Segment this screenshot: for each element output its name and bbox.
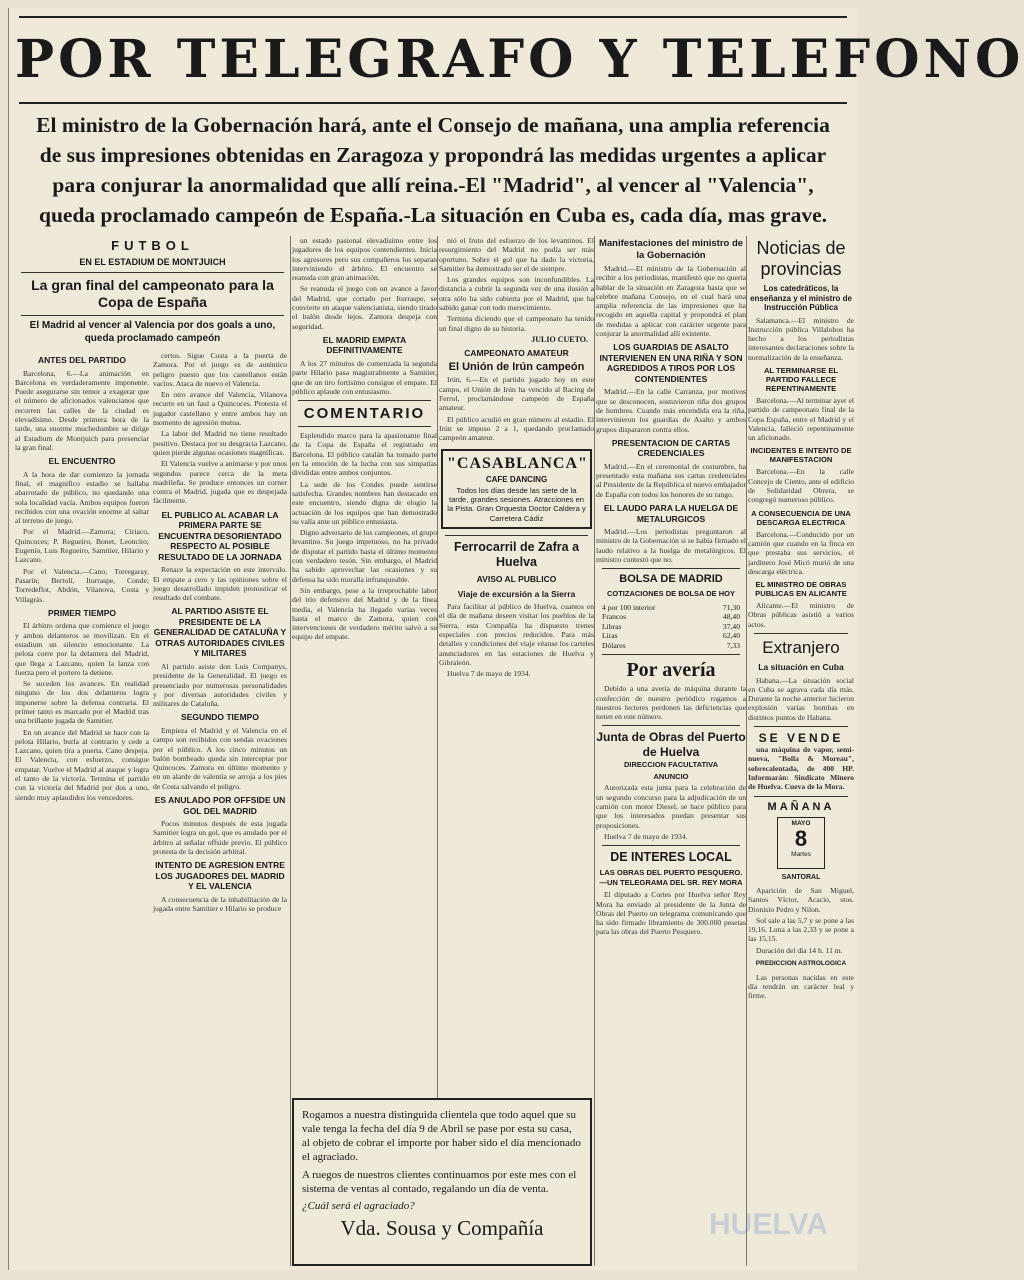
- article-text: El árbitro ordena que comience el juego y ambos delanteros se movilizan. En el estadium un silencio emocionante. La pelota corre por la delantera del Madrid, que llega a Lazcano, quien la lanza con fuerza pero el portero la detiene.: [15, 621, 149, 677]
- article-text: Se reanuda el juego con un avance a favor del Madrid, que cortado por Iturraspe, se convierte en ataque valencianista, siendo tirado el balón desde lejos. Zamora despeja con seguridad.: [292, 284, 437, 331]
- subheading: SEGUNDO TIEMPO: [181, 712, 259, 723]
- column-comentario-ads: [439, 236, 594, 1071]
- heading-extranjero: Extranjero: [762, 638, 840, 658]
- article-text: Duración del día 14 h. 11 m.: [756, 945, 843, 955]
- ad-casablanca-sub: CAFE DANCING: [485, 474, 548, 484]
- subheading: CAMPEONATO AMATEUR: [464, 347, 569, 358]
- article-text: Esplendido marco para la apasionante final de la Copa de España el registrado en Barcelona. El público catalán ha tomado parte en la emoción de la lucha con sus simpatías divididas entre ambos conjuntos.: [292, 431, 437, 478]
- article-text: Pocos minutos después de esta jugada Samitier logra un gol, que es anulado por el árbitro al señalar offside previo. El público protesta de la decisión arbitral.: [153, 819, 287, 856]
- divider: [754, 726, 848, 727]
- subheading: PREDICCION ASTROLOGICA: [755, 960, 847, 968]
- calendar-month: MAYO: [791, 819, 811, 827]
- ad-sousa-question: ¿Cuál será el agraciado?: [302, 1200, 415, 1212]
- article-text: En otro avance del Valencia, Vilanova recurre en un faul a Quincoces. Protesta el jugador castellano y entre ambos hay un momento de agresión mutua.: [153, 390, 287, 428]
- article-text: Madrid.—El ministro de la Gobernación al recibir a los periodistas, manifestó que no quería hablar de la situación en Zaragoza hasta que se celebre mañana Consejo, en el cual hará una amplia referencia de las impresiones que ha recogido en aquella capital y propondrá el plan de medidas a aplicar con carácter urgente para conjurar la anormalidad allí existente.: [596, 264, 746, 339]
- heading-manana: MAÑANA: [767, 800, 835, 813]
- subheading: SANTORAL: [781, 873, 821, 881]
- article-text: Barcelona.—En la calle Concejo de Ciento, ante el edificio de Solidaridad Obrera, se congregó numeroso público.: [748, 467, 854, 505]
- stock-name: Libras: [602, 621, 622, 631]
- subheading: Los catedráticos, la enseñanza y el ministro de Instrucción Pública: [750, 284, 852, 312]
- stock-row: [602, 631, 740, 641]
- masthead: POR TELEGRAFO Y TELEFONO: [15, 29, 1024, 90]
- article-text: Las personas nacidas en este día tendrán un carácter leal y firme.: [748, 972, 854, 1001]
- teams-valencia: Por el Valencia.—Cano; Torregaray, Pasarín; Bertolí, Iturraspe, Conde; Torredeflot, Abdón, Vilanova, Costa y Villagrás.: [15, 566, 149, 604]
- football-subcol-1: [15, 351, 149, 915]
- subheading: EL LAUDO PARA LA HUELGA DE METALURGICOS: [603, 503, 739, 524]
- article-text: Aparición de San Miguel, Santos Víctor, Acacio, stos. Dionisio Pedro y Nilon.: [748, 886, 854, 914]
- masthead-bottom-rule: [19, 102, 847, 104]
- football-title: La gran final del campeonato para la Copa de España: [31, 277, 274, 310]
- divider: [21, 272, 284, 273]
- teams-madrid: Por el Madrid.—Zamora; Ciriaco, Quincoces; P. Regueiro, Bonet, Leoncito; Eugenio, Luis Regueiro, Samitier, Hilario y Lazcano.: [15, 527, 149, 565]
- article-text: A la hora de dar comienzo la jornada final, el magnífico estadio se hallaba abarrotado de público, no quedando una sola localidad vacía. Ambos equipos fueron recibidos con una ovación enorme al saltar al terreno de juego.: [15, 469, 149, 526]
- archive-watermark: HUELVA: [709, 1208, 828, 1241]
- section-football: FUTBOL: [111, 238, 194, 253]
- ad-ferrocarril-date: Huelva 7 de mayo de 1934.: [447, 669, 531, 679]
- newspaper-page: [8, 8, 1024, 1270]
- subheading: LAS OBRAS DEL PUERTO PESQUERO.—UN TELEGRAMA DEL SR. REY MORA: [599, 868, 743, 887]
- subheading: INTENTO DE AGRESION ENTRE LOS JUGADORES DEL MADRID Y EL VALENCIA: [155, 860, 285, 892]
- calendar-day: 8: [794, 825, 808, 851]
- subheading: LOS GUARDIAS DE ASALTO INTERVIENEN EN UNA RIÑA Y SON AGREDIDOS A TIROS POR LOS CONTENDIENTES: [599, 342, 743, 384]
- heading-cotizaciones: COTIZACIONES DE BOLSA DE HOY: [606, 589, 736, 599]
- article-text: Barcelona.—Al terminar ayer el partido de campeonato final de la Copa España, entre el Madrid y el Valencia, falleció repentinamente un aficionado.: [748, 395, 854, 443]
- masthead-top-rule: [19, 16, 847, 18]
- ad-ferrocarril-text: Para facilitar al público de Huelva, cuantos en el día de mañana deseen visitar los pueblos de la Sierra, esta Compañía ha dispuesto trenes especiales con precios reducidos. Para más detalles y condiciones del viaje véanse los carteles anunciadores en las estaciones de Huelva y Gibraleón.: [439, 602, 594, 667]
- column-rule: [746, 236, 747, 1266]
- article-text: A consecuencia de la inhabilitación de la jugada entre Samitier e Hilario se produce: [153, 894, 287, 913]
- divider: [445, 535, 588, 536]
- article-text: Digno adversario de los campeones, el grupo levantino. Su juego impetuoso, no ha privado de disputar el partido hasta el último momento con verdadero tesón. Sin embargo, el Madrid ha sabido aprovechar las ocasiones y su defensa ha sido muralla infranqueable.: [292, 528, 437, 584]
- subheading: ES ANULADO POR OFFSIDE UN GOL DEL MADRID: [154, 795, 286, 816]
- ad-casablanca-title: "CASABLANCA": [447, 454, 588, 472]
- heading-irun: El Unión de Irún campeón: [448, 361, 585, 374]
- article-text: Madrid.—Los periodistas preguntaron al ministro de la Gobernación si se había firmado el laudo relativo a la huelga de metalúrgicos. El ministro contestó que no.: [596, 527, 746, 564]
- column-rule: [290, 236, 291, 1266]
- ad-sousa-brand: Vda. Sousa y Compañía: [340, 1216, 544, 1240]
- stock-name: 4 por 100 interior: [602, 602, 656, 612]
- subheading: PRESENTACION DE CARTAS CREDENCIALES: [611, 437, 731, 459]
- column-football-continued: [292, 236, 437, 1071]
- heading-antes: ANTES DEL PARTIDO: [38, 355, 126, 365]
- football-venue: EN EL ESTADIUM DE MONTJUICH: [79, 257, 226, 267]
- heading-ministro: Manifestaciones del ministro de la Gobernación: [598, 238, 744, 261]
- heading-noticias-provincias: Noticias de provincias: [756, 238, 846, 279]
- heading-interes-local: DE INTERES LOCAL: [610, 850, 732, 865]
- heading-junta-obras: Junta de Obras del Puerto de Huelva: [596, 730, 746, 759]
- main-headline: El ministro de la Gobernación hará, ante el Consejo de mañana, una amplia referencia de sus impresiones obtenidas en Zaragoza y propondrá las medidas urgentes a aplicar para conjurar la anormalidad que allí reina.-El "Madrid", al vencer al "Valencia", queda proclamado campeón de España.-La situación en Cuba es, cada día, mas grave.: [36, 113, 830, 227]
- article-text: una máquina de vapor, semi-nueva, "Bolla & Moreau", sobrecalentada, de 400 HP. Informarán: Sindicato Minero de Huelva. Cueva de la Mora.: [748, 745, 854, 792]
- article-text: un estado pasional elevadísimo entre los jugadores de los equipos contendientes. Inicia los agresores pero sus compañeros los separan interviniendo el árbitro. El encuentro se reanuda con gran animación.: [292, 236, 437, 283]
- ad-sousa-text: Rogamos a nuestra distinguida clientela que todo aquel que su vale tenga la fecha del día 9 de Abril se pase por esta su casa, al objeto de cobrar el importe por haber sido el día mencionado el agraciado.: [302, 1109, 581, 1163]
- stock-value: 71,30: [722, 602, 740, 612]
- column-provinces: [748, 236, 854, 1266]
- divider: [602, 568, 740, 569]
- article-text: nió el fruto del esfuerzo de los levantinos. El resurgimiento del Madrid no podía ser más oportuno. Sobre el gol que ha dado la victoria, Samitier ha demostrado ser el de siempre.: [439, 236, 594, 273]
- calendar-weekday: Martes: [791, 850, 811, 858]
- article-text: Termina diciendo que el campeonato ha tenido un final digno de su historia.: [439, 314, 594, 333]
- subheading: La situación en Cuba: [758, 662, 844, 673]
- stock-value: 48,40: [722, 612, 740, 622]
- stock-name: Liras: [602, 631, 618, 641]
- article-text: Habana.—La situación social en Cuba se agrava cada día más. Durante la noche anterior hicieron explosión varias bombas en distintos puntos de Habana.: [748, 675, 854, 722]
- football-columns: [15, 351, 290, 915]
- article-text: Sin embargo, pese a la irreprochable labor del trío defensivo del Madrid y de la línea media, el Valencia ha llegado varias veces hasta el marco de Zamora, quien con intervenciones de verdadero mérito salvó a su equipo del empate.: [292, 585, 437, 642]
- divider: [21, 315, 284, 316]
- stock-row: [602, 612, 740, 622]
- subheading: AL TERMINARSE EL PARTIDO FALLECE REPENTINAMENTE: [763, 365, 839, 393]
- article-text: El público acudió en gran número al estadio. El Irún se impuso 2 a 1, quedando proclamado campeón amateur.: [439, 414, 594, 443]
- heading-primer-tiempo: PRIMER TIEMPO: [47, 607, 116, 618]
- article-text: Madrid.—En la calle Carranza, por motivos que se desconocen, sostuvieron riña dos grupos de hombres. Cuando más encendida era la riña, intervinieron los guardias de Asalto y ambos grupos dispararon contra ellos.: [596, 387, 746, 434]
- heading-bolsa: BOLSA DE MADRID: [619, 573, 723, 586]
- article-text: La labor del Madrid no tiene resultado positivo. Destaca por su desgracia Lazcano, quien pierde algunas ocasiones magníficas.: [153, 429, 287, 457]
- subheading: EL MINISTRO DE OBRAS PUBLICAS EN ALICANTE: [755, 580, 847, 599]
- subheading: INCIDENTES E INTENTO DE MANIFESTACION: [750, 446, 852, 465]
- article-text: Autorizada esta junta para la celebración de un segundo concurso para la adjudicación de un camión con motor Diesel, se hace público para que los interesados puedan presentar sus proposiciones.: [596, 783, 746, 830]
- football-subtitle: El Madrid al vencer al Valencia por dos goals a uno, queda proclamado campeón: [29, 320, 276, 344]
- stock-name: Dólares: [602, 640, 626, 650]
- subheading: AL PARTIDO ASISTE EL PRESIDENTE DE LA GENERALIDAD DE CATALUÑA Y OTRAS AUTORIDADES CIVILES Y MILITARES: [153, 606, 287, 659]
- article-text: Se suceden los avances. En realidad ninguno de los dos delanteros logra imponerse sobre la defensa contraria. El primer tanto es marcado por el Madrid tras una brillante jugada de Samitier.: [15, 679, 149, 726]
- article-text: Madrid.—En el ceremonial de costumbre, ha presentado esta mañana sus cartas credenciales al Presidente de la República el nuevo embajador de España con todos los honores de su rango.: [596, 461, 746, 499]
- article-text: Los grandes equipos son inconfundibles. La distancia a cubrir la segunda vez de una ilusión a otra sólo ha sido cubierta por el Madrid, que ha sabido ganar con todo merecimiento.: [439, 275, 594, 313]
- subheading: ANUNCIO: [653, 771, 689, 781]
- article-text: Empieza el Madrid y el Valencia en el campo son recibidos con sendas ovaciones por el público. A los cinco minutos un balón bombeado queda sin interceptar por Quincoces. Zamora en último momento y en un alarde de valentía se arroja a los pies de Costa salvando el peligro.: [153, 725, 287, 791]
- subheading: DIRECCION FACULTATIVA: [623, 760, 719, 770]
- divider: [298, 426, 431, 427]
- ad-casablanca-text: Todos los días desde las siete de la tarde, grandes sesiones. Atracciones en la Pista. Gran Orquesta Doctor Caldera y Carretera Cádiz: [447, 485, 586, 523]
- article-text: Irún, 6.—En el partido jugado hoy en este campo, el Unión de Irún ha vencido al Racing de Ferrol, proclamándose campeón de España amateur.: [439, 375, 594, 413]
- stock-row: [602, 622, 740, 632]
- article-text: Barcelona.—Conducido por un camión que cuando en la finca en que prestaba sus servicios, el jardinero José Micó murió de una descarga eléctrica.: [748, 529, 854, 576]
- divider: [602, 845, 740, 846]
- article-text: Salamanca.—El ministro de Instrucción pública Villalobos ha hecho a los periodistas interesantes declaraciones sobre la normalización de la enseñanza.: [748, 315, 854, 362]
- article-text: Sol sale a las 5,7 y se pone a las 19,16. Luna a las 2,33 y se pone a las 15,15.: [748, 915, 854, 944]
- divider: [298, 400, 431, 401]
- stock-value: 7,33: [726, 640, 740, 650]
- article-text: Al partido asiste don Luis Companys, presidente de la Generalidad. El juego es presenciado por numerosas personalidades y por diversas autoridades civiles y militares de Cataluña.: [153, 661, 287, 709]
- ad-ferrocarril-title: Ferrocarril de Zafra a Huelva: [453, 540, 580, 570]
- article-text: Debido a una avería de máquina durante la confección de nuestro periódico rogamos a nuestros lectores perdonen las deficiencias que noten en este número.: [596, 684, 746, 722]
- article-text: En un avance del Madrid se hace con la pelota Hilario, burla al contrario y cede a Lazcano, quien tira a puerta. Cano despeja. El Valencia, con esfuerzo, consigue empatar. Vuelve el Madrid al ataque y logra el tanto de la victoria. Termina el partido con la victoria del Madrid por dos a uno, siendo muy aplaudidos los vencedores.: [15, 727, 149, 802]
- stock-row: [602, 603, 740, 613]
- heading-comentario: COMENTARIO: [303, 405, 426, 423]
- heading-por-averia: Por avería: [626, 659, 716, 682]
- article-text: A los 27 minutos de comenzada la segunda parte Hilario pasa magistralmente a Samitier, que de un tiro fortísimo consigue el empate. El público aplaude con entusiasmo.: [292, 358, 437, 396]
- heading-encuentro: EL ENCUENTRO: [48, 456, 116, 467]
- article-date: Huelva 7 de mayo de 1934.: [604, 831, 688, 841]
- ad-ferrocarril-sub: AVISO AL PUBLICO: [476, 574, 557, 585]
- stock-name: Francos: [602, 612, 627, 622]
- football-subcol-2: [153, 351, 287, 915]
- column-rule: [594, 236, 595, 1266]
- stock-value: 37,40: [722, 621, 740, 631]
- heading-se-vende: SE VENDE: [758, 731, 844, 746]
- column-football: [15, 236, 290, 1266]
- divider: [754, 633, 848, 634]
- ad-sousa-text2: A ruegos de nuestros clientes continuamos por este mes con el sistema de ventas al contado, regalando un día de venta.: [302, 1169, 577, 1195]
- divider: [754, 796, 848, 797]
- divider: [602, 725, 740, 726]
- article-text: certos. Sigue Costa a la puerta de Zamora. Por el juego es de auténtico peligro puesto que los castellanos están vacíos. Ataca de nuevo el Valencia.: [153, 351, 287, 388]
- subheading: EL MADRID EMPATA DEFINITIVAMENTE: [322, 334, 407, 356]
- stock-row: [602, 641, 740, 651]
- ad-ferrocarril-heading: Viaje de excursión a la Sierra: [457, 588, 576, 599]
- calendar-box: [777, 817, 825, 869]
- article-text: Barcelona, 6.—La animación en Barcelona es verdaderamente imponente. Puede asegurarse sin temor a exagerar que el número de aficionados valencianos que recorren las calles de la ciudad es elevadísimo. Desde primera hora de la tarde, una enorme muchedumbre se dirige al Estadium de Montjuich para presenciar la gran final.: [15, 368, 149, 452]
- signature: JULIO CUETO.: [531, 334, 588, 344]
- article-text: El diputado a Cortes por Huelva señor Rey Mora ha enviado al presidente de la Junta de Obras del Puerto un telegrama comunicando que ha sido firmado libramiento de 300.000 pesetas para las obras del Puerto Pesquero.: [596, 890, 746, 937]
- stock-table: [602, 603, 740, 651]
- subheading: A CONSECUENCIA DE UNA DESCARGA ELECTRICA: [751, 508, 851, 527]
- column-national-news: [596, 236, 746, 1266]
- article-text: Renace la expectación en este intervalo. El empate a cero y las opiniones sobre el juego desarrollado impiden pronosticar el resultado del combate.: [153, 565, 287, 603]
- divider: [602, 654, 740, 655]
- ad-sousa: [292, 1098, 592, 1266]
- ad-casablanca: [441, 449, 592, 530]
- stock-value: 62,40: [722, 631, 740, 641]
- subheading: EL PUBLICO AL ACABAR LA PRIMERA PARTE SE ENCUENTRA DESORIENTADO RESPECTO AL POSIBLE RESULTADO DE LA JORNADA: [158, 509, 282, 562]
- article-text: El Valencia vuelve a animarse y por unos segundos parece cerca de la meta madrileña. Se produce entonces un corner contra el Madrid, jugada que es despejada fácilmente.: [153, 459, 287, 506]
- article-text: La sede de los Condes puede sentirse satisfecha. Grandes nombres han destacado en este encuentro, siendo digna de elogio la actuación de los equipos que han demostrado su valía ante un público entusiasta.: [292, 479, 437, 526]
- article-text: Alicante.—El ministro de Obras públicas asistió a varios actos.: [748, 601, 854, 629]
